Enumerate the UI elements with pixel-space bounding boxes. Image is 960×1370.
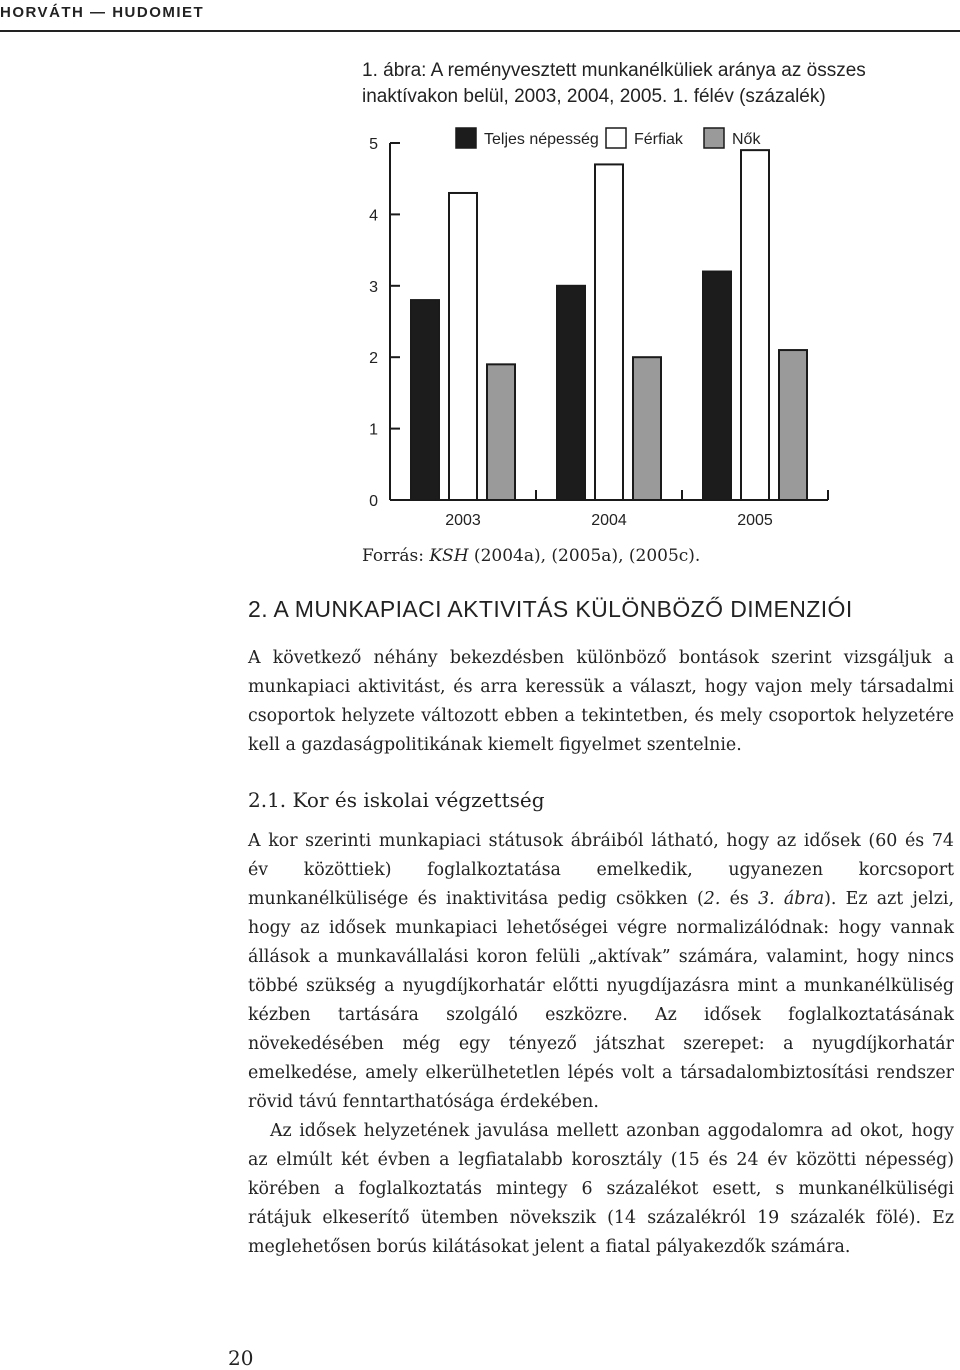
- source-org: KSH: [429, 546, 469, 566]
- subsection-heading: 2.1. Kor és iskolai végzettség: [248, 788, 545, 812]
- y-tick-label: 5: [369, 136, 378, 153]
- legend-swatch-1: [456, 128, 476, 148]
- section-heading: 2. A MUNKAPIACI AKTIVITÁS KÜLÖNBÖZŐ DIMENZIÓI: [248, 596, 853, 622]
- legend-label-1: Teljes népesség: [484, 131, 599, 148]
- legend-swatch-2: [606, 128, 626, 148]
- bar-2003-3: [487, 364, 515, 500]
- figure-title-line-2: inaktívakon belül, 2003, 2004, 2005. 1. félév (százalék): [362, 86, 826, 107]
- legend-swatch-3: [704, 128, 724, 148]
- running-head-text: HORVÁTH — HUDOMIET: [0, 4, 205, 21]
- paragraph-3: Az idősek helyzetének javulása mellett azonban aggodalomra ad okot, hogy az elmúlt két évben a legfiatalabb korosztály (15 és 24 év közötti népesség) körében a foglalkoztatás mintegy 6 százalékot esett, s munkanélküliségi rátájuk elkeserítő ütemben növekszik (14 százalékról 19 százalék fölé). Ez meglehetősen borús kilátásokat jelent a fiatal pályakezdők számára.: [248, 1121, 954, 1257]
- y-tick-label: 0: [369, 493, 378, 510]
- subsection-body: [248, 827, 954, 1262]
- page-number: 20: [228, 1346, 254, 1370]
- figure-ref-2: 2.: [703, 889, 721, 909]
- bar-2004-1: [557, 286, 585, 500]
- bar-2005-2: [741, 150, 769, 500]
- source-rest: (2004a), (2005a), (2005c).: [468, 546, 701, 566]
- bar-2003-1: [411, 300, 439, 500]
- paragraph-2-part-a: A kor szerinti munkapiaci státusok ábráiból látható, hogy az idősek (60 és 74 év közöttiek) foglalkoztatása emelkedik, ugyanezen korcsoport munkanélkülisége és inaktivitása pedig csökken (: [248, 831, 954, 909]
- bar-2003-2: [449, 193, 477, 500]
- paragraph-2-part-b: ). Ez azt jelzi, hogy az idősek munkapiaci lehetőségei végre normalizálódnak: hogy vannak állások a munkavállalási koron felüli „aktívak” számára, valamint, hogy nincs többé szükség a nyugdíjkorhatár előtti nyugdíjazásra mint a munkanélküliség kézben tartására szolgáló eszközre. Az idősek foglalkoztatásának növekedésében még egy tényező játszhat szerepet: a nyugdíjkorhatár emelkedése, amely elkerülhetetlen lépés volt a társadalombiztosítási rendszer rövid távú fenntarthatósága érdekében.: [248, 889, 954, 1112]
- legend-label-3: Nők: [732, 131, 761, 148]
- y-tick-label: 1: [369, 421, 378, 439]
- figure-ref-3: 3. ábra: [758, 889, 825, 909]
- figure-title-line-1: 1. ábra: A reményvesztett munkanélküliek aránya az összes: [362, 60, 866, 81]
- y-tick-label: 4: [369, 207, 378, 225]
- paragraph-1: A következő néhány bekezdésben különböző bontások szerint vizsgáljuk a munkapiaci aktivitást, és arra keressük a választ, hogy vajon mely társadalmi csoportok helyzete változott ebben a tekintetben, és mely csoportok helyzetére kell a gazdaságpolitikának kiemelt figyelmet szentelnie.: [248, 648, 954, 755]
- bar-2005-3: [779, 350, 807, 500]
- y-tick-label: 3: [369, 278, 378, 296]
- running-header: [0, 2, 960, 32]
- figure-source: [362, 546, 700, 566]
- paragraph-2: [248, 827, 954, 1117]
- source-prefix: Forrás:: [362, 546, 430, 566]
- x-tick-label: 2003: [445, 512, 481, 529]
- bar-2004-2: [595, 164, 623, 500]
- bar-chart: [352, 125, 842, 535]
- x-tick-label: 2005: [737, 512, 773, 529]
- bar-2005-1: [703, 272, 731, 500]
- legend-label-2: Férfiak: [634, 131, 683, 148]
- paragraph-intro: [248, 644, 954, 760]
- x-tick-label: 2004: [591, 512, 627, 529]
- bar-2004-3: [633, 357, 661, 500]
- paragraph-2-and: és: [720, 889, 759, 909]
- header-rule: [0, 30, 960, 32]
- y-tick-label: 2: [369, 350, 378, 368]
- figure-title: [362, 58, 922, 110]
